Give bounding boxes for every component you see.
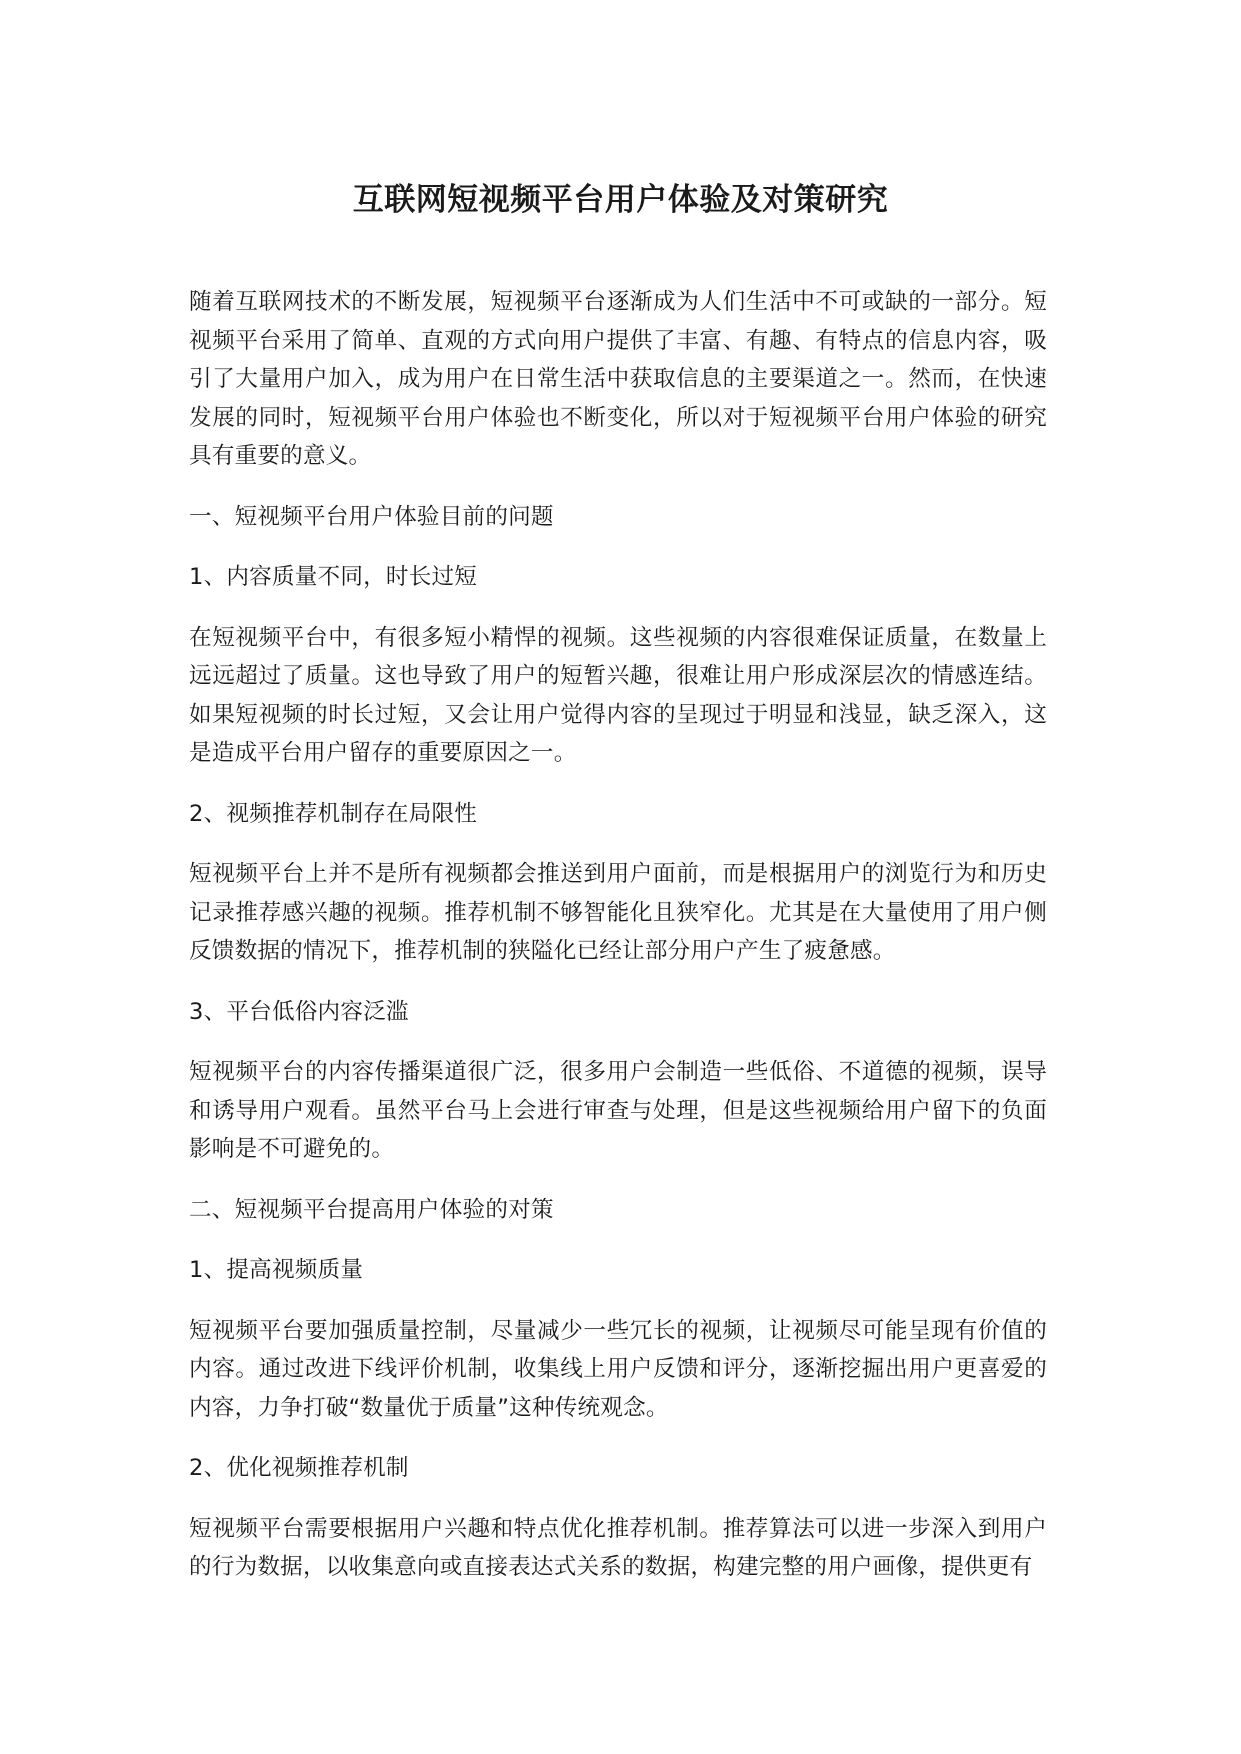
paragraph-optimize-recommendation: 短视频平台需要根据用户兴趣和特点优化推荐机制。推荐算法可以进一步深入到用户的行为数据，以收集意向或直接表达式关系的数据，构建完整的用户画像，提供更有 — [189, 1515, 1047, 1580]
section-heading-problems: 一、短视频平台用户体验目前的问题 — [189, 503, 554, 530]
subheading-optimize-recommendation: 2、优化视频推荐机制 — [189, 1455, 409, 1481]
section-heading-strategies: 二、短视频平台提高用户体验的对策 — [189, 1196, 554, 1223]
document-title: 互联网短视频平台用户体验及对策研究 — [352, 182, 889, 218]
subheading-content-quality: 1、内容质量不同，时长过短 — [189, 564, 478, 590]
document-body — [189, 283, 1047, 1609]
paragraph-vulgar-content: 短视频平台的内容传播渠道很广泛，很多用户会制造一些低俗、不道德的视频，误导和诱导用户观看。虽然平台马上会进行审查与处理，但是这些视频给用户留下的负面影响是不可避免的。 — [189, 1059, 1047, 1162]
subheading-vulgar-content: 3、平台低俗内容泛滥 — [189, 998, 409, 1025]
subheading-improve-quality: 1、提高视频质量 — [189, 1257, 364, 1283]
subheading-recommendation-limits: 2、视频推荐机制存在局限性 — [189, 800, 478, 827]
paragraph-improve-quality: 短视频平台要加强质量控制，尽量减少一些冗长的视频，让视频尽可能呈现有价值的内容。通过改进下线评价机制，收集线上用户反馈和评分，逐渐挖掘出用户更喜爱的内容，力争打破“数量优于质量”这种传统观念。 — [189, 1317, 1047, 1421]
paragraph-intro: 随着互联网技术的不断发展，短视频平台逐渐成为人们生活中不可或缺的一部分。短视频平台采用了简单、直观的方式向用户提供了丰富、有趣、有特点的信息内容，吸引了大量用户加入，成为用户在日常生活中获取信息的主要渠道之一。然而，在快速发展的同时，短视频平台用户体验也不断变化，所以对于短视频平台用户体验的研究具有重要的意义。 — [189, 289, 1047, 469]
paragraph-recommendation-limits: 短视频平台上并不是所有视频都会推送到用户面前，而是根据用户的浏览行为和历史记录推荐感兴趣的视频。推荐机制不够智能化且狭窄化。尤其是在大量使用了用户侧反馈数据的情况下，推荐机制的狭隘化已经让部分用户产生了疲惫感。 — [189, 861, 1047, 964]
paragraph-content-quality: 在短视频平台中，有很多短小精悍的视频。这些视频的内容很难保证质量，在数量上远远超过了质量。这也导致了用户的短暂兴趣，很难让用户形成深层次的情感连结。如果短视频的时长过短，又会让用户觉得内容的呈现过于明显和浅显，缺乏深入，这是造成平台用户留存的重要原因之一。 — [189, 624, 1047, 766]
